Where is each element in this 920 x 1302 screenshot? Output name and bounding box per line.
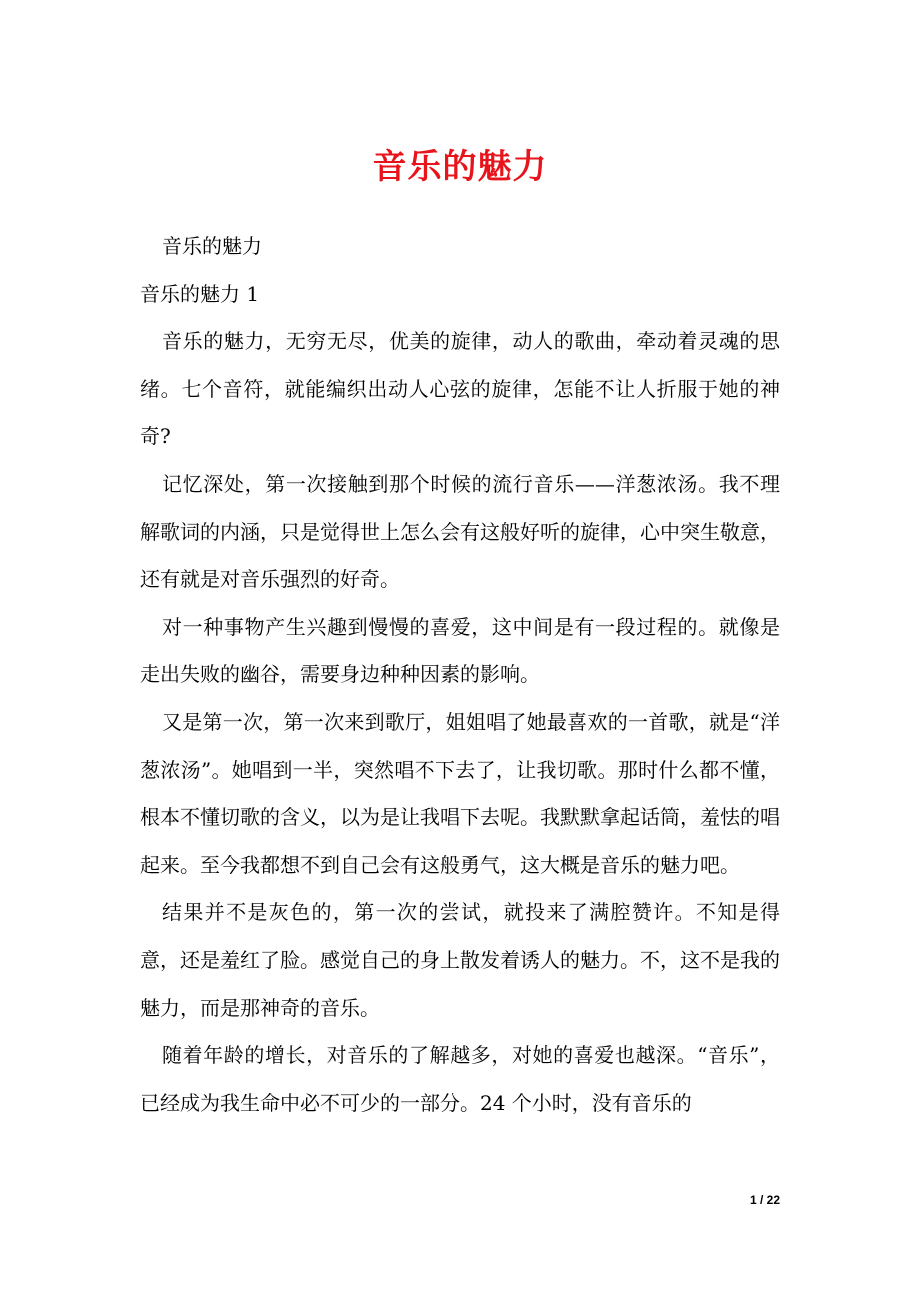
paragraph: 对一种事物产生兴趣到慢慢的喜爱，这中间是有一段过程的。就像是走出失败的幽谷，需要身边种种因素的影响。: [140, 614, 780, 687]
paragraph: 随着年龄的增长，对音乐的了解越多，对她的喜爱也越深。“音乐”，已经成为我生命中必不可少的一部分。24 个小时，没有音乐的: [140, 1043, 780, 1115]
paragraph: 结果并不是灰色的，第一次的尝试，就投来了满腔赞许。不知是得意，还是羞红了脸。感觉自己的身上散发着诱人的魅力。不，这不是我的魅力，而是那神奇的音乐。: [140, 900, 780, 1020]
paragraph: 音乐的魅力: [162, 234, 262, 258]
document-body: [140, 223, 780, 1127]
paragraph: 记忆深处，第一次接触到那个时候的流行音乐——洋葱浓汤。我不理解歌词的内涵，只是觉得世上怎么会有这般好听的旋律，心中突生敬意，还有就是对音乐强烈的好奇。: [140, 471, 780, 592]
paragraph: 又是第一次，第一次来到歌厅，姐姐唱了她最喜欢的一首歌，就是“洋葱浓汤”。她唱到一半，突然唱不下去了，让我切歌。那时什么都不懂，根本不懂切歌的含义，以为是让我唱下去呢。我默默拿起话筒，羞怯的唱起来。至今我都想不到自己会有这般勇气，这大概是音乐的魅力吧。: [140, 709, 780, 877]
document-title: 音乐的魅力: [372, 147, 548, 187]
section-heading: 音乐的魅力 1: [140, 281, 260, 306]
paragraph: 音乐的魅力，无穷无尽，优美的旋律，动人的歌曲，牵动着灵魂的思绪。七个音符，就能编织出动人心弦的旋律，怎能不让人折服于她的神奇?: [140, 329, 780, 449]
page-number: 1 / 22: [749, 1193, 780, 1207]
